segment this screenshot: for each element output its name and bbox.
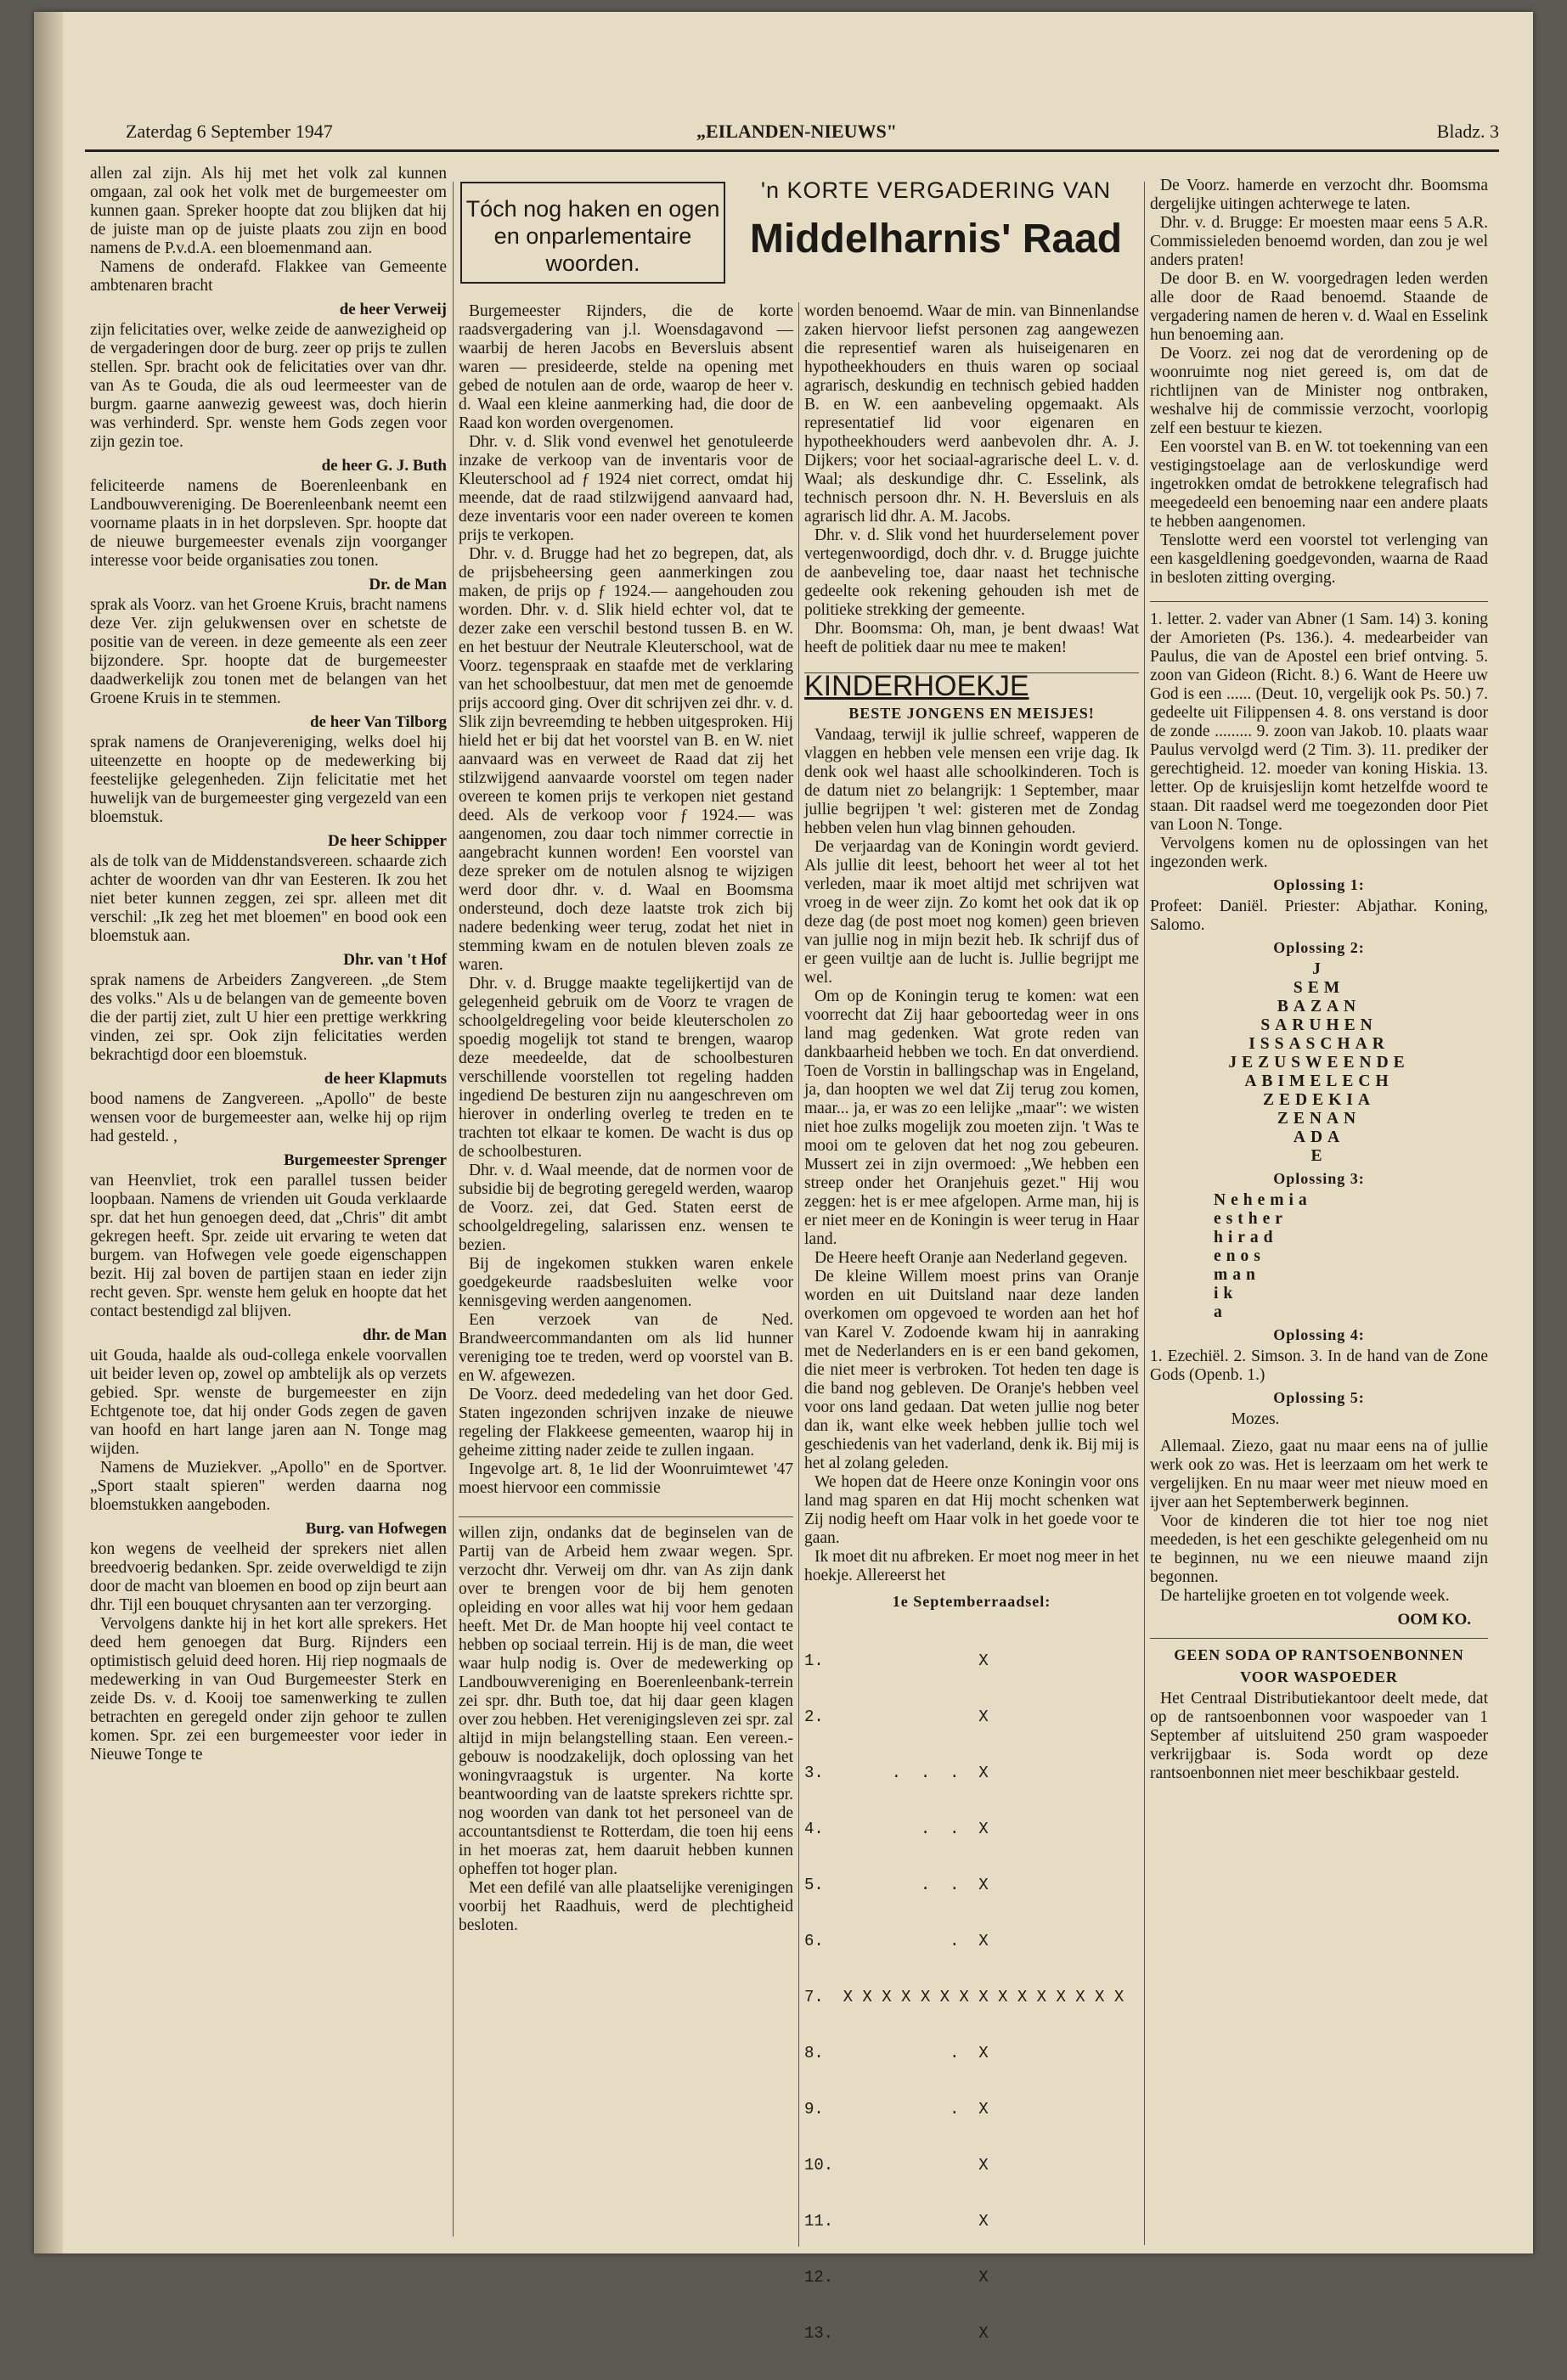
column-2 (459, 302, 793, 2247)
puzzle-grid-row: 2. X (804, 1708, 989, 1726)
article-headline (732, 177, 1140, 262)
page-header (85, 114, 1499, 148)
paragraph: De Voorz. deed mededeling van het door Ged. Staten ingezonden schrijven inzake de nieuwe regeling der Flakkeese gemeenten, waarop hij in geheime zitting nader zeide te zullen ingaan. (459, 1386, 793, 1460)
paragraph: De door B. en W. voorgedragen leden werden alle door de Raad benoemd. Staande de vergadering namen de heren v. d. Waal en Esselink hun benoeming aan. (1150, 270, 1488, 344)
article-box-title: Tóch nog haken en ogen en onparlementaire woorden. (460, 182, 725, 284)
paragraph: Ik moet dit nu afbreken. Er moet nog meer in het hoekje. Allereerst het (804, 1548, 1139, 1584)
speaker-heading: de heer G. J. Buth (321, 457, 447, 475)
paragraph: Profeet: Daniël. Priester: Abjathar. Koning, Salomo. (1150, 897, 1488, 934)
solution-line: ik (1214, 1285, 1238, 1303)
paragraph: kon wegens de veelheid der sprekers niet allen breedvoerig bedanken. Spr. zeide overweldigd te zijn door de macht van bloemen en bood op zijn beurt aan dhr. Tijl een bouquet chrysanten aan ter verzorging. (90, 1540, 447, 1614)
paragraph: Vervolgens komen nu de oplossingen van het ingezonden werk. (1150, 835, 1488, 871)
column-rule (1144, 182, 1145, 2245)
solution-5-text: Mozes. (1231, 1410, 1280, 1428)
paragraph: Voor de kinderen die tot hier toe nog niet meededen, is het een geschikte gelegenheid om nu te beginnen, nu we een nieuwe maand zijn begonnen. (1150, 1512, 1488, 1586)
speaker-heading: de heer Van Tilborg (309, 713, 447, 731)
column-4 (1150, 177, 1488, 2248)
section-divider (1150, 601, 1488, 602)
section-subheading: BESTE JONGENS EN MEISJES! (848, 705, 1095, 722)
solution-heading: Oplossing 1: (1273, 876, 1365, 893)
solution-heading: Oplossing 2: (1273, 939, 1365, 956)
paragraph: De kleine Willem moest prins van Oranje worden en uit Duitsland naar deze landen overkomen om opgevoed te worden aan het hof van Karel V. Zodoende kwam hij in aanraking met de Nederlanders en is er een band gekomen, die niet meer is verbroken. Tot heden ten dage is die band nog gebleven. De Oranje's hebben veel voor ons land gedaan. Dat weten jullie nog beter dan ik, want elke week hebben jullie toch wel geschiedenis van het vaderland, denk ik. Bij mij is het al zolang geleden. (804, 1268, 1139, 1472)
paragraph: 1. Ezechiël. 2. Simson. 3. In de hand van de Zone Gods (Openb. 1.) (1150, 1348, 1488, 1384)
paragraph: Dhr. v. d. Brugge: Er moesten maar eens 5 A.R. Commissieleden benoemd worden, dan zou je wel anders praten! (1150, 214, 1488, 269)
paragraph: Dhr. v. d. Slik vond evenwel het genotuleerde inzake de verkoop van de inventaris voor de Kleuterschool ad ƒ 1924 niet correct, omdat hij meende, dat de raad stilzwijgend aanvaard had, deze inventaris voor een nader overeen te komen prijs te verkopen. (459, 433, 793, 544)
puzzle-grid-row: 9. . X (804, 2100, 989, 2118)
paragraph: Dhr. Boomsma: Oh, man, je bent dwaas! Wat heeft de politiek daar nu mee te maken! (804, 620, 1139, 656)
paragraph: Met een defilé van alle plaatselijke verenigingen voorbij het Raadhuis, werd de plechtigheid besloten. (459, 1879, 793, 1934)
puzzle-grid (804, 1614, 1139, 2380)
puzzle-grid-row: 5. . . X (804, 1876, 989, 1894)
puzzle-grid-row: 8. . X (804, 2044, 989, 2062)
paragraph: De Heere heeft Oranje aan Nederland gegeven. (815, 1249, 1128, 1267)
paragraph: Een voorstel van B. en W. tot toekenning van een vestigingstoelage aan de verloskundige werd ingetrokken omdat de betrokkene telegrafisch had meegedeeld een benoeming naar een andere plaats te hebben aangenomen. (1150, 438, 1488, 531)
paragraph: 1. letter. 2. vader van Abner (1 Sam. 14) 3. koning der Amorieten (Ps. 136.). 4. medearbeider van Paulus, die van de Apostel een brief ontving. 5. zoon van Gideon (Richt. 8.) 6. Want de Heere uw God is een ...... (Deut. 10, vergelijk ook Ps. 50.) 7. gedeelte uit Filippensen 4. 8. ons verstand is door de zonde ......... 9. zoon van Jakob. 10. plaats waar Paulus vervolgd werd (2 Tim. 3). 11. prediker der gerechtigheid. 12. moeder van koning Hiskia. 13. letter. Op de kruisjeslijn komt hetzelfde woord te staan. Dit raadsel werd me toegezonden door Piet van Loon N. Tonge. (1150, 610, 1488, 834)
header-paper-name: „EILANDEN-NIEUWS" (696, 121, 897, 142)
speaker-heading: dhr. de Man (362, 1326, 447, 1344)
paragraph: Dhr. v. d. Waal meende, dat de normen voor de subsidie bij de begroting geregeld werden, waarop de Voorz. zei, dat Ged. Staten eerst de schoolgeldregeling, salarissen enz. wensen te bezien. (459, 1162, 793, 1254)
paragraph: willen zijn, ondanks dat de beginselen van de Partij van de Arbeid hem zwaar wegen. Spr. verzocht dhr. Verweij om dhr. van As zijn dank over te brengen voor de bij hem genoten opleiding en voor alles wat hij voor hem gedaan heeft. Met Dr. de Man hoopte hij veel contact te hebben op sociaal terrein. Hij is de man, die weet waar hulp nodig is. Over de medewerking op Landbouwvereniging en Boerenleenbank-terrein zei spr. dhr. Buth toe, dat hij daar geen klagen over zou hebben. Het verenigingsleven zei spr. zal altijd in mijn belangstelling staan. Een vereen.-gebouw is noodzakelijk, doch oplossing van het woningvraagstuk is urgenter. Na korte beantwoording van de laatste sprekers richtte spr. nog woorden van dank tot het personeel van de accountantsdienst te Rotterdam, die toen hij eens in het moeras zat, hem daaruit hebben kunnen opheffen tot hoger plan. (459, 1524, 793, 1878)
speaker-heading: Dr. de Man (369, 576, 447, 594)
paragraph: allen zal zijn. Als hij met het volk zal kunnen omgaan, zal ook het volk met de burgemeester om kunnen gaan. Spreker hoopte dat zou blijken dat hij de juiste man op de juiste plaats zou zijn en bood namens de P.v.d.A. een bloemenmand aan. (90, 165, 447, 257)
solution-line: enos (1214, 1247, 1265, 1265)
paragraph: De Voorz. hamerde en verzocht dhr. Boomsma dergelijke uitingen achterwege te laten. (1150, 177, 1488, 213)
solution-line: man (1214, 1266, 1260, 1284)
paragraph: Vandaag, terwijl ik jullie schreef, wapperen de vlaggen en hebben vele mensen een vrije dag. Ik denk ook wel haast alle schoolkinderen. Toch is de datum niet zo belangrijk: 1 September, maar jullie begrijpen 't wel: gisteren met de Zondag hebben velen hun vlag binnen gehouden. (804, 726, 1139, 837)
paragraph: Allemaal. Ziezo, gaat nu maar eens na of jullie werk ook zo was. Het is leerzaam om het werk te vergelijken. En nu maar weer met nieuw moed en ijver aan het Septemberwerk beginnen. (1150, 1438, 1488, 1511)
paragraph: De Voorz. zei nog dat de verordening op de woonruimte nog niet gereed is, om dat de richtlijnen van de Minister nog ontbraken, weshalve hij de commissie verzocht, voorlopig zelf een bestuur te kiezen. (1150, 345, 1488, 437)
speaker-heading: Dhr. van 't Hof (343, 951, 447, 969)
paragraph: als de tolk van de Middenstandsvereen. schaarde zich achter de woorden van dhr van Eesteren. Ik zou het niet beter kunnen zeggen, zei spr. alleen met dit verschil: „Ik zeg het met bloemen" en bood ook een bloemstuk aan. (90, 852, 447, 945)
header-page-number: Bladz. 3 (1436, 121, 1499, 142)
solution-3-lines (1150, 1191, 1488, 1322)
puzzle-grid-row: 4. . . X (804, 1820, 989, 1838)
solution-line: BAZAN (1277, 998, 1361, 1016)
article-divider (459, 1498, 793, 1517)
solution-line: Nehemia (1214, 1191, 1312, 1209)
column-1 (90, 165, 447, 2253)
paragraph: bood namens de Zangvereen. „Apollo" de beste wensen voor de burgemeester aan, welke hij op rijm had gesteld. , (90, 1090, 447, 1145)
paragraph: Tenslotte werd een voorstel tot verlenging van een kasgeldlening goedgevonden, waarna de Raad in besloten zitting overging. (1150, 532, 1488, 587)
paragraph: De verjaardag van de Koningin wordt gevierd. Als jullie dit leest, behoort het weer al tot het verleden, maar ik moet altijd met schrijven wat vroeg in de weer zijn. Zo komt het ook dat ik op deze dag (de post moet nog komen) geen brieven van jullie nog in mijn bezit heb. Ik schrijf dus of er geen vuiltje aan de lucht is. Jullie begrijpt me wel. (804, 838, 1139, 987)
puzzle-grid-row: 10. X (804, 2156, 989, 2175)
puzzle-grid-row: 6. . X (804, 1932, 989, 1950)
speaker-heading: Burg. van Hofwegen (305, 1520, 447, 1538)
paragraph: Namens de onderafd. Flakkee van Gemeente ambtenaren bracht (90, 258, 447, 295)
paragraph: uit Gouda, haalde als oud-collega enkele voorvallen uit beider leven op, zowel op ambtelijk als op verzets gebied. Spr. wenste de burgemeester en zijn Echtgenote toe, dat hij onder Gods zegen de gaven van hoofd en hart lange jaren aan N. Tonge mag wijden. (90, 1347, 447, 1458)
paragraph: Burgemeester Rijnders, die de korte raadsvergadering van j.l. Woensdagavond — waarbij de heren Jacobs en Beversluis absent waren — presideerde, stelde na opening met gebed de notulen aan de orde, waarop de heer v. d. Waal een kleine aanmerking had, die door de Raad kon worden overgenomen. (459, 302, 793, 432)
solution-line: SARUHEN (1260, 1016, 1378, 1034)
signature: OOM KO. (1397, 1611, 1471, 1629)
solution-line: ZENAN (1277, 1110, 1361, 1128)
header-rule (85, 149, 1499, 152)
paragraph: Het Centraal Distributiekantoor deelt mede, dat op de rantsoenbonnen voor waspoeder van 1 September af uitsluitend 250 gram waspoeder verkrijgbaar is. Soda wordt op deze rantsoenbonnen niet meer beschikbaar gesteld. (1150, 1690, 1488, 1782)
column-rule (798, 302, 799, 2247)
paragraph: zijn felicitaties over, welke zeide de aanwezigheid op de vergaderingen door de burg. zeer op prijs te zullen stellen. Spr. bracht ook de felicitaties over van dhr. van As te Gouda, die als oud leermeester van de burgm. gaarne aanwezig geweest was, doch hierin was verhinderd. Spr. wenste hem Gods zegen voor zijn gezin toe. (90, 321, 447, 451)
speaker-heading: De heer Schipper (327, 832, 447, 850)
paragraph: sprak als Voorz. van het Groene Kruis, bracht namens deze Ver. zijn gelukwensen over en schetste de positie van de vereen. in deze gemeente als een zeer bijzondere. Spr. hoopte dat de burgemeester daadwerkelijk zou tonen met de belangen van het Groene Kruis in te stemmen. (90, 596, 447, 707)
paragraph: Namens de Muziekver. „Apollo" en de Sportver. „Sport staalt spieren" werden daarna nog bloemstukken aangeboden. (90, 1459, 447, 1514)
notice-heading: GEEN SODA OP RANTSOENBONNEN (1174, 1646, 1464, 1663)
paragraph: Om op de Koningin terug te komen: wat een voorrecht dat Zij haar geboortedag weer in ons land mag gedenken. Wat grote reden van dankbaarheid hebben we toch. En dat onverdiend. Toen de Vorstin in ballingschap was in Engeland, ja, dan hoopten we wel dat Zij terug zou komen, maar... ja, er was zo een lelijke „maar": we wisten niet hoe zulks mogelijk zou moeten zijn. 't Was te mooi om te geloven dat het nog zou gebeuren. Mussert zei in zijn overmoed: „We hebben een streep onder het Oranjehuis gezet." Hij wou zeggen: het is er mee afgelopen. Arme man, hij is er niet meer en de Koningin is weer terug in Haar land. (804, 987, 1139, 1248)
speaker-heading: Burgemeester Sprenger (284, 1151, 447, 1169)
paragraph: worden benoemd. Waar de min. van Binnenlandse zaken hiervoor liefst personen zag aangewezen die representief waren als huiseigenaren en hypotheekhouders en thuis waren op sociaal agrarisch, deskundig en technisch gebied hadden B. en W. een aanbeveling opgemaakt. Als representatief lid voor eigenaren en hypotheekhouders werd aanbevolen dhr. A. J. Dijkers; voor het sociaal-agrarische deel L. v. d. Waal; als deskundige dhr. C. Esselink, als technisch persoon dhr. N. H. Beversluis en als agrarisch lid dhr. A. M. Jacobs. (804, 302, 1139, 526)
paragraph: De hartelijke groeten en tot volgende week. (1160, 1587, 1450, 1605)
solution-line: SEM (1293, 979, 1345, 997)
paragraph: sprak namens de Oranjevereniging, welks doel hij uiteenzette en hoopte op de medewerking bij feestelijke gelegenheden. Zijn felicitatie met het huwelijk van de burgemeester ging vergezeld van een bloemstuk. (90, 734, 447, 826)
puzzle-grid-row: 1. X (804, 1651, 989, 1670)
solution-line: ISSASCHAR (1249, 1035, 1389, 1053)
puzzle-grid-row: 3. . . . X (804, 1764, 989, 1782)
paragraph: Dhr. v. d. Brugge maakte tegelijkertijd van de gelegenheid gebruik om de Voorz te vragen de schoolgeldregeling voor beide kleuterscholen zo spoedig mogelijk tot stand te brengen, waarop deze meedeelde, dat de schoolbesturen verschillende voorstellen tot regeling hadden ingediend De besturen zijn nu aangeschreven om hierover in onderling overleg te treden en te trachten tot elkaar te komen. De wacht is dus op de schoolbesturen. (459, 975, 793, 1161)
solution-line: hirad (1214, 1229, 1278, 1246)
solution-line: J (1312, 960, 1326, 978)
paragraph: Vervolgens dankte hij in het kort alle sprekers. Het deed hem genoegen dat Burg. Rijnders een optimistisch geluid deed horen. Hij riep nogmaals de medewerking in van Oud Burgemeester Sterk en zeide Ds. v. d. Kooij toe samenwerking te zullen betrachten en geregeld onder zijn gehoor te zullen komen. Spr. zei een burgemeester voor ieder in Nieuwe Tonge te (90, 1615, 447, 1764)
puzzle-grid-row: 7. X X X X X X X X X X X X X X X (804, 1988, 1125, 2006)
solution-line: ZEDEKIA (1263, 1091, 1375, 1109)
newspaper-page (34, 12, 1533, 2343)
solution-heading: Oplossing 3: (1273, 1170, 1365, 1187)
paragraph: van Heenvliet, trok een parallel tussen beider loopbaan. Namens de vrienden uit Gouda verklaarde spr. dat het hun genoegen deed, dat „Chris" dit ambt gekregen heeft. Spr. zeide uit ervaring te weten dat burgem. van Hofwegen vele goede eigenschappen bezit. Hij zal boven de partijen staan en ieder zijn recht geven. Spr. wenste hem geluk en hoopte dat het contact bestendigd zal blijven. (90, 1172, 447, 1320)
solution-line: a (1214, 1303, 1227, 1321)
headline-main: Middelharnis' Raad (749, 217, 1123, 262)
paragraph: sprak namens de Arbeiders Zangvereen. „de Stem des volks." Als u de belangen van de gemeente boven die der partij ziet, zult U hier een prettige werkkring vinden, zei spr. Ook zijn felicitaties werden bekrachtigd door een bloemstuk. (90, 971, 447, 1064)
puzzle-grid-row: 13. X (804, 2324, 989, 2343)
section-heading-kinderhoekje: KINDERHOEKJE (804, 670, 1029, 702)
section-divider (1150, 1638, 1488, 1639)
paragraph: feliciteerde namens de Boerenleenbank en Landbouwvereniging. De Boerenleenbank neemt een voorname plaats in in het dorpsleven. Spr. hoopte dat de nieuwe burgemeester evenals zijn voorganger interesse voor beide organisaties zou tonen. (90, 477, 447, 570)
paragraph: Dhr. v. d. Slik vond het huurderselement pover vertegenwoordigd, doch dhr. v. d. Brugge juichte de aanbeveling toe, daar naast het technische gedeelte ook rekening gehouden ish met de politieke strekking der gemeente. (804, 526, 1139, 619)
column-rule (453, 182, 454, 2237)
column-3 (804, 302, 1139, 2343)
header-date: Zaterdag 6 September 1947 (126, 121, 333, 142)
solution-2-lines (1150, 960, 1488, 1166)
paragraph: Dhr. v. d. Brugge had het zo begrepen, dat, als de prijsbeheersing geen aanmerkingen zou maken, de prijs op ƒ 1924.— aangehouden zou worden. Dhr. v. d. Slik hield echter vol, dat te dezer zake een verschil bestond tussen B. en W. en het bestuur der Neutrale Kleuterschool, wat de Voorz. tegenspraak en staafde met de verklaring van het schoolbestuur, dat men met de genoemde prijs accoord ging. Over dit schrijven zei dhr. v. d. Slik zijn bevreemding te hebben uitgesproken. Hij hield het er bij dat het voorstel van B. en W. niet aanvaard was en verweet de Raad dat zij het stilzwijgend aanvaarde voorstel om tegen nader overeen te komen prijs te verkopen niet gestand deed. Als de verkoop voor ƒ 1924.— was aangenomen, zou daar toch nimmer correctie in aangebracht kunnen worden! Een voorstel van deze spreker om de notulen alsnog te wijzigen werd door dhr. v. d. Waal en Boomsma ondersteund, doch deze laatste trok zich bij nadere bedenking weer terug, zodat het niet in stemming kwam en de notulen bleven zoals ze waren. (459, 545, 793, 974)
puzzle-title: 1e Septemberraadsel: (892, 1593, 1051, 1610)
solution-heading: Oplossing 4: (1273, 1326, 1365, 1343)
paragraph: Ingevolge art. 8, 1e lid der Woonruimtewet '47 moest hiervoor een commissie (459, 1460, 793, 1497)
solution-line: JEZUSWEENDE (1228, 1054, 1410, 1072)
notice-subheading: VOOR WASPOEDER (1240, 1668, 1398, 1685)
paragraph: We hopen dat de Heere onze Koningin voor ons land mag sparen en dat Hij mocht schenken wat Zij nodig heeft om Haar volk in het goede voor te gaan. (804, 1473, 1139, 1547)
headline-kicker: 'n KORTE VERGADERING VAN (760, 177, 1112, 203)
paragraph: Een verzoek van de Ned. Brandweercommandanten om als lid hunner vereniging toe te treden, werd op voorstel van B. en W. afgewezen. (459, 1311, 793, 1385)
paragraph: Bij de ingekomen stukken waren enkele goedgekeurde raadsbesluiten welke voor kennisgeving werden aangenomen. (459, 1255, 793, 1310)
puzzle-grid-row: 12. X (804, 2268, 989, 2287)
solution-line: ADA (1293, 1128, 1345, 1146)
solution-line: E (1311, 1147, 1327, 1165)
solution-line: ABIMELECH (1244, 1072, 1394, 1090)
solution-heading: Oplossing 5: (1273, 1389, 1365, 1406)
puzzle-grid-row: 11. X (804, 2212, 989, 2231)
speaker-heading: de heer Klapmuts (324, 1070, 447, 1088)
solution-line: esther (1214, 1210, 1288, 1228)
speaker-heading: de heer Verweij (339, 301, 447, 318)
